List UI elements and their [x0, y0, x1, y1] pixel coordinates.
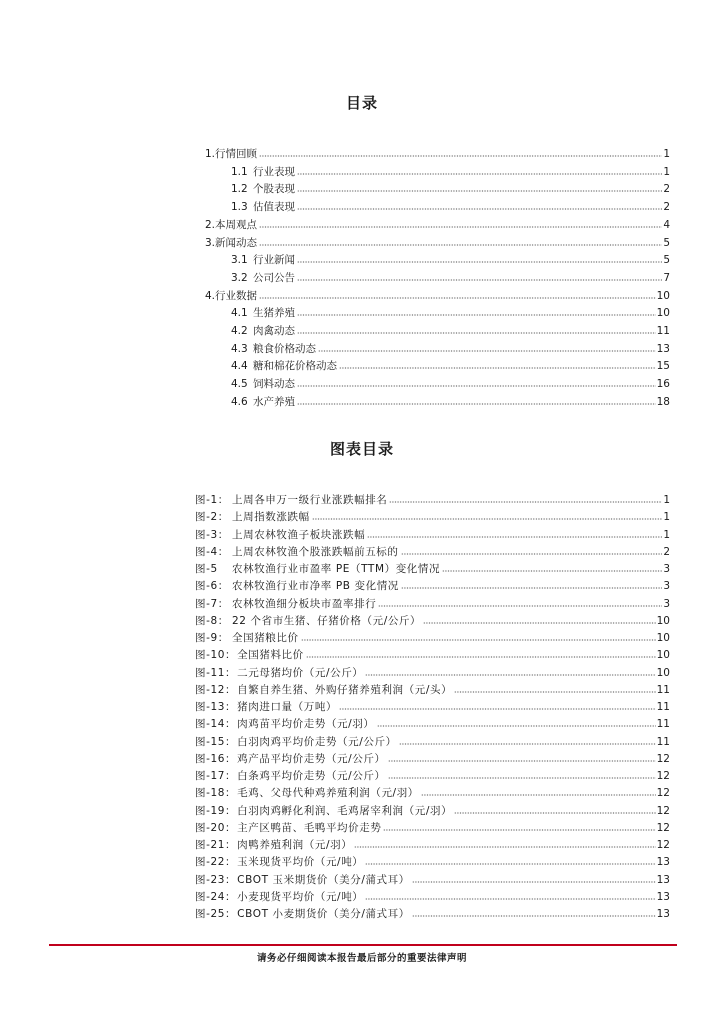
- figure-entry-page: 12: [656, 770, 670, 782]
- toc-entry-page: 7: [663, 271, 670, 284]
- figure-entry-label: [195, 805, 453, 817]
- toc-entry-page: 18: [656, 395, 670, 408]
- dot-leader: [297, 189, 662, 193]
- toc-entry-label: [231, 254, 296, 266]
- toc-entry-number: 4.2: [231, 325, 248, 337]
- figure-entry-page: 13: [656, 873, 670, 886]
- dot-leader: [389, 500, 662, 504]
- dot-leader: [354, 845, 655, 849]
- figure-entry-number: 图-2：: [195, 511, 229, 524]
- figure-entry[interactable]: [195, 696, 670, 713]
- figure-entry-text: 自繁自养生猪、外购仔猪养殖利润（元/头）: [237, 683, 453, 696]
- figure-entry[interactable]: [195, 713, 670, 730]
- dot-leader: [306, 655, 656, 659]
- footer-disclaimer: 请务必仔细阅读本报告最后部分的重要法律声明: [256, 953, 467, 964]
- toc-entry-text: 饲料动态: [253, 378, 295, 391]
- toc-entry-label: [231, 307, 296, 319]
- figure-entry-page: 12: [656, 787, 670, 800]
- figure-entry-label: [195, 615, 422, 627]
- figure-entry-text: 22 个省市生猪、仔猪价格（元/公斤）: [232, 614, 422, 627]
- toc-entry-label: [231, 396, 296, 408]
- figure-entry[interactable]: [195, 748, 670, 765]
- figure-entry-text: 白条鸡平均价走势（元/公斤）: [237, 770, 386, 782]
- figure-entry-text: 上周农林牧渔个股涨跌幅前五标的: [232, 545, 399, 558]
- figure-entry-text: 上周农林牧渔子板块涨跌幅: [232, 528, 366, 541]
- figure-entry-label: [195, 874, 411, 886]
- footer-divider: [49, 944, 677, 946]
- dot-leader: [339, 366, 656, 370]
- figure-entry-text: 全国猪粮比价: [232, 632, 299, 644]
- dot-leader: [259, 296, 656, 300]
- figure-entry-text: 农林牧渔细分板块市盈率排行: [232, 597, 377, 610]
- figure-entry-page: 10: [656, 649, 670, 662]
- figure-entry-number: 图-24：: [195, 890, 237, 903]
- figure-entry-label: [195, 770, 387, 782]
- figure-entry-text: CBOT 小麦期货价（美分/蒲式耳）: [237, 908, 410, 920]
- dot-leader: [442, 569, 662, 573]
- figure-entry-label: [195, 684, 453, 696]
- figure-entry-number: 图-20：: [195, 821, 237, 834]
- figure-entry-text: 全国猪料比价: [237, 649, 304, 662]
- figure-entry[interactable]: [195, 679, 670, 696]
- figure-entry[interactable]: [195, 731, 670, 748]
- figure-entry-number: 图-15：: [195, 735, 237, 748]
- figure-entry-page: 11: [656, 683, 670, 696]
- figure-entry-number: 图-11：: [195, 666, 237, 679]
- toc-entry[interactable]: [231, 355, 670, 372]
- toc-entry-page: 16: [656, 378, 670, 391]
- figure-entry-page: 13: [656, 890, 670, 903]
- figure-entry[interactable]: [195, 662, 670, 679]
- figure-entry-page: 12: [656, 839, 670, 851]
- figure-entry-number: 图-10：: [195, 649, 237, 662]
- figure-entry-number: 图-23：: [195, 873, 237, 886]
- figure-entry-label: [195, 701, 338, 713]
- figure-entry[interactable]: [195, 575, 670, 592]
- figure-entry-number: 图-8：: [195, 614, 229, 627]
- toc-entry-text: 行业新闻: [253, 254, 295, 267]
- figure-entry[interactable]: [195, 506, 670, 523]
- figure-entry-label: [195, 891, 364, 903]
- figure-entry-label: [195, 649, 305, 661]
- figure-entry-text: 农林牧渔行业市净率 PB 变化情况: [232, 580, 399, 593]
- toc-entry-text: 行情回顾: [215, 148, 258, 160]
- figure-entry-text: 鸡产品平均价走势（元/公斤）: [237, 752, 386, 765]
- dot-leader: [401, 586, 662, 590]
- toc-entry-label: [205, 290, 258, 302]
- dot-leader: [365, 897, 655, 901]
- toc-entry-label: [205, 148, 258, 160]
- toc-entry-label: [205, 219, 258, 231]
- toc-entry-label: [231, 325, 296, 337]
- figure-entry-label: [195, 580, 400, 592]
- figure-entry-page: 1: [663, 511, 670, 524]
- figure-entry[interactable]: [195, 593, 670, 610]
- toc-entry-page: 5: [663, 236, 670, 249]
- toc-entry-text: 肉禽动态: [253, 325, 295, 337]
- toc-entry-text: 公司公告: [253, 271, 295, 284]
- figure-entry[interactable]: [195, 903, 670, 920]
- figure-entry-number: 图-6：: [195, 580, 229, 593]
- figure-entry-number: 图-21：: [195, 839, 237, 851]
- figure-entry-page: 13: [656, 908, 670, 920]
- toc-entry[interactable]: [205, 214, 670, 231]
- dot-leader: [377, 724, 656, 728]
- dot-leader: [367, 535, 662, 539]
- dot-leader: [339, 707, 656, 711]
- toc-entry[interactable]: [231, 178, 670, 195]
- toc-entry-text: 本周观点: [215, 218, 258, 231]
- toc-entry[interactable]: [205, 143, 670, 160]
- dot-leader: [259, 154, 662, 158]
- figure-entry[interactable]: [195, 627, 670, 644]
- figure-entry-page: 1: [663, 494, 670, 506]
- toc-entry-label: [231, 272, 296, 284]
- dot-leader: [388, 759, 656, 763]
- dot-leader: [401, 552, 663, 556]
- toc-entry-text: 糖和棉花价格动态: [253, 360, 337, 373]
- figure-entry[interactable]: [195, 765, 670, 782]
- dot-leader: [297, 313, 656, 317]
- figure-entry-page: 12: [656, 804, 670, 817]
- figure-entry-text: 二元母猪均价（元/公斤）: [237, 666, 364, 679]
- toc-entry-text: 估值表现: [253, 201, 295, 214]
- figure-entry-page: 11: [656, 718, 670, 731]
- dot-leader: [259, 243, 662, 247]
- figure-entry-label: [195, 494, 388, 506]
- figure-entry[interactable]: [195, 800, 670, 817]
- dot-leader: [297, 172, 662, 176]
- toc-entry-page: 15: [656, 360, 670, 373]
- toc-entry-page: 10: [656, 307, 670, 320]
- figure-entry-number: 图-12：: [195, 683, 237, 696]
- dot-leader: [454, 690, 655, 694]
- toc-entry[interactable]: [205, 285, 670, 302]
- toc-entry-label: [231, 360, 338, 372]
- toc-entry-text: 水产养殖: [253, 395, 295, 408]
- figure-entry-text: 白羽肉鸡孵化利润、毛鸡屠宰利润（元/羽）: [237, 804, 453, 817]
- figure-entry-text: 白羽肉鸡平均价走势（元/公斤）: [237, 735, 397, 748]
- toc-entry-label: [231, 343, 317, 355]
- toc-entry-page: 2: [663, 201, 670, 214]
- toc-entry-number: 4.5: [231, 378, 248, 391]
- toc-entry-text: 粮食价格动态: [253, 342, 316, 355]
- figure-entry[interactable]: [195, 869, 670, 886]
- dot-leader: [454, 811, 655, 815]
- toc-entry-number: 1.: [205, 148, 216, 160]
- dot-leader: [383, 828, 655, 832]
- figure-entry-page: 13: [656, 856, 670, 869]
- dot-leader: [297, 260, 662, 264]
- figure-entry-text: 小麦现货平均价（元/吨）: [237, 890, 364, 903]
- dot-leader: [297, 331, 656, 335]
- figure-entry-label: [195, 511, 311, 523]
- toc-entry-page: 5: [663, 254, 670, 267]
- figure-entry-number: 图-19：: [195, 804, 237, 817]
- figure-entry[interactable]: [195, 541, 670, 558]
- figure-entry-label: [195, 632, 300, 644]
- toc-entry[interactable]: [231, 161, 670, 178]
- figure-entry[interactable]: [195, 610, 670, 627]
- figure-entry[interactable]: [195, 834, 670, 851]
- figure-entry-page: 10: [656, 614, 670, 627]
- figure-entry-label: [195, 856, 364, 868]
- figure-entry-label: [195, 598, 377, 610]
- figure-entry-label: [195, 787, 420, 799]
- figure-entry-page: 2: [663, 545, 670, 558]
- figure-entry-label: [195, 753, 387, 765]
- toc-entry-text: 新闻动态: [215, 236, 258, 249]
- figure-entry-label: [195, 718, 376, 730]
- figure-entry-number: 图-9：: [195, 632, 229, 644]
- dot-leader: [297, 278, 662, 282]
- figure-entry[interactable]: [195, 524, 670, 541]
- toc-entry-text: 个股表现: [253, 183, 295, 196]
- figure-entry-text: 肉鸡苗平均价走势（元/羽）: [237, 718, 375, 731]
- figure-entry-number: 图-17：: [195, 770, 237, 782]
- toc-entry-number: 4.1: [231, 307, 248, 320]
- toc-entry-number: 1.1: [231, 165, 248, 178]
- dot-leader: [399, 742, 656, 746]
- figure-entry-page: 12: [656, 821, 670, 834]
- figure-entry-number: 图-14：: [195, 718, 237, 731]
- toc-entry[interactable]: [231, 267, 670, 284]
- toc-title: 目录: [345, 94, 378, 112]
- figure-entry-text: 主产区鸭苗、毛鸭平均价走势: [237, 821, 382, 834]
- toc-entry[interactable]: [231, 320, 670, 337]
- figure-entry[interactable]: [195, 817, 670, 834]
- toc-entry-number: 4.4: [231, 360, 248, 373]
- dot-leader: [378, 604, 662, 608]
- figure-entry-number: 图-3：: [195, 528, 229, 541]
- toc-entry-label: [205, 237, 258, 249]
- figure-entry[interactable]: [195, 782, 670, 799]
- figure-entry-number: 图-5: [195, 563, 218, 575]
- toc-entry-label: [231, 201, 296, 213]
- figure-entry-number: 图-16：: [195, 752, 237, 765]
- dot-leader: [318, 349, 656, 353]
- toc-entry-number: 4.: [205, 289, 216, 302]
- dot-leader: [412, 914, 656, 918]
- toc-entry-page: 13: [656, 342, 670, 355]
- figure-entry-page: 10: [656, 632, 670, 644]
- figure-entry-label: [195, 822, 382, 834]
- toc-entry-number: 3.2: [231, 271, 248, 284]
- toc-entry[interactable]: [231, 302, 670, 319]
- figure-entry-number: 图-25：: [195, 908, 237, 920]
- dot-leader: [412, 880, 656, 884]
- figure-entry[interactable]: [195, 851, 670, 868]
- figure-entry-page: 3: [663, 563, 670, 575]
- figure-entry-number: 图-7：: [195, 597, 229, 610]
- figure-entry-page: 3: [663, 597, 670, 610]
- toc-entry[interactable]: [231, 373, 670, 390]
- figure-entry[interactable]: [195, 489, 670, 506]
- toc-entry[interactable]: [231, 196, 670, 213]
- figure-entry-number: 图-18：: [195, 787, 237, 800]
- figure-entry-text: 肉鸭养殖利润（元/羽）: [237, 839, 353, 851]
- toc-entry-number: 4.6: [231, 395, 248, 408]
- toc-entry-text: 生猪养殖: [253, 307, 295, 320]
- figure-entry-number: 图-13：: [195, 701, 237, 713]
- dot-leader: [365, 673, 655, 677]
- dot-leader: [297, 207, 662, 211]
- figure-entry[interactable]: [195, 644, 670, 661]
- figure-entry[interactable]: [195, 886, 670, 903]
- dot-leader: [423, 621, 655, 625]
- figure-entry-label: [195, 908, 411, 920]
- toc-entry[interactable]: [231, 249, 670, 266]
- toc-entry-page: 4: [663, 218, 670, 231]
- figure-entry-page: 1: [663, 528, 670, 541]
- toc-entry-label: [231, 166, 296, 178]
- dot-leader: [301, 638, 656, 642]
- figure-entry-label: [195, 736, 398, 748]
- toc-entry-text: 行业表现: [253, 165, 295, 178]
- figure-list-title: 图表目录: [329, 440, 394, 458]
- toc-entry-number: 2.: [205, 218, 216, 231]
- dot-leader: [365, 862, 655, 866]
- figure-entry-text: 猪肉进口量（万吨）: [237, 701, 338, 713]
- toc-entry[interactable]: [205, 232, 670, 249]
- figure-entry-text: CBOT 玉米期货价（美分/蒲式耳）: [237, 873, 410, 886]
- figure-entry-text: 上周各申万一级行业涨跌幅排名: [232, 494, 388, 506]
- figure-entry-page: 11: [656, 735, 670, 748]
- figure-entry-number: 图-1：: [195, 494, 229, 506]
- dot-leader: [421, 793, 656, 797]
- toc-entry[interactable]: [231, 391, 670, 408]
- dot-leader: [388, 776, 656, 780]
- toc-entry-number: 4.3: [231, 342, 248, 355]
- toc-entry-number: 1.3: [231, 201, 248, 214]
- figure-entry-number: 图-4：: [195, 545, 229, 558]
- figure-entry-number: 图-22：: [195, 856, 237, 869]
- figure-entry-text: 毛鸡、父母代种鸡养殖利润（元/羽）: [237, 787, 419, 800]
- toc-entry-number: 3.: [205, 236, 216, 249]
- figure-entry-page: 10: [656, 666, 670, 679]
- figure-entry-label: [195, 546, 400, 558]
- toc-entry-label: [231, 378, 296, 390]
- figure-entry[interactable]: [195, 558, 670, 575]
- toc-entry-page: 11: [656, 325, 670, 337]
- toc-entry[interactable]: [231, 338, 670, 355]
- figure-entry-text: 上周指数涨跌幅: [232, 511, 310, 524]
- dot-leader: [297, 384, 656, 388]
- toc-entry-page: 10: [656, 289, 670, 302]
- dot-leader: [312, 517, 663, 521]
- figure-entry-text: 农林牧渔行业市盈率 PE（TTM）变化情况: [232, 563, 441, 575]
- toc-entry-number: 3.1: [231, 254, 248, 267]
- figure-entry-label: [195, 529, 366, 541]
- toc-entry-page: 1: [663, 165, 670, 178]
- toc-entry-page: 1: [663, 148, 670, 160]
- figure-entry-page: 11: [656, 701, 670, 713]
- toc-entry-label: [231, 183, 296, 195]
- figure-entry-page: 3: [663, 580, 670, 593]
- figure-entry-label: [195, 839, 353, 851]
- dot-leader: [297, 402, 656, 406]
- figure-entry-text: 玉米现货平均价（元/吨）: [237, 856, 364, 869]
- figure-entry-page: 12: [656, 752, 670, 765]
- figure-entry-label: [195, 563, 441, 575]
- dot-leader: [259, 225, 662, 229]
- toc-entry-text: 行业数据: [215, 289, 258, 302]
- toc-entry-number: 1.2: [231, 183, 248, 196]
- figure-entry-label: [195, 667, 364, 679]
- toc-entry-page: 2: [663, 183, 670, 196]
